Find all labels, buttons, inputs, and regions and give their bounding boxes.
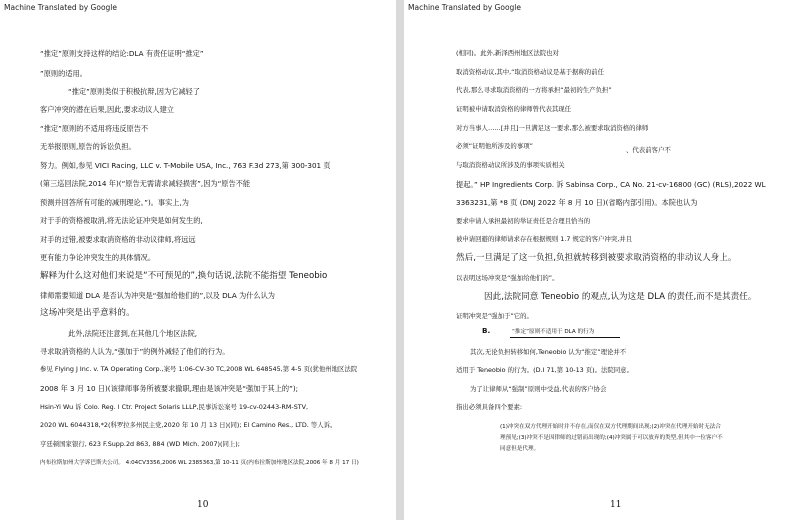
- text-line: 亨廷顿国家银行, 623 F.Supp.2d 863, 884 (WD Mich. 2007)(同上);: [40, 440, 240, 448]
- text-line: 此外,法院还注意到,在其他几个地区法院,: [68, 329, 198, 338]
- text-line: 被申请回避的律师请求存在根据规则 1.7 规定的客户冲突,并且: [456, 235, 633, 243]
- text-line: 客户冲突的潜在后果,因此,要求动议人建立: [40, 105, 174, 114]
- text-line: 以表明这场冲突是“强加给他们的”。: [456, 274, 559, 282]
- text-line: 解释为什么这对他们来说是“不可预见的”,换句话说,法院不能指望 Teneobio: [40, 271, 328, 281]
- document-page-right: [404, 0, 800, 520]
- text-line: 努力。例如,参见 VICI Racing, LLC v. T-Mobile USA, Inc., 763 F.3d 273,第 300-301 页: [40, 161, 331, 170]
- block-quote-line: 同意但是代理。: [500, 446, 540, 452]
- text-line: 适用于 Teneobio 的行为。(D.I 71,第 10-13 页)。法院同意。: [456, 366, 633, 374]
- text-line: 3363231,第 *8 页 (DNJ 2022 年 8 月 10 日)(省略内部引用)。本院也认为: [456, 198, 698, 207]
- text-line: 代表,那么寻求取消资格的一方将承担“最初的生产负担”: [456, 86, 612, 94]
- block-quote-line: 理预见;(3)冲突不是因律师的过错而出现的;(4)冲突属于可以放弃的类型,但其中一位客户不: [500, 435, 723, 441]
- text-line: 指出必须具备四个要素:: [456, 403, 523, 411]
- document-page-left: [0, 0, 396, 520]
- text-line: 内布拉斯加州大学诉巴斯夫公司。 4:04CV3356,2006 WL 2385363,第 10-11 页(内布拉斯加州地区法院,2006 年 8 月 17 日): [40, 460, 359, 466]
- machine-translation-header: Machine Translated by Google: [4, 3, 118, 12]
- text-line: “推定”原则支持这样的结论:DLA 有责任证明“推定”: [40, 49, 204, 58]
- text-line: 取消资格动议,其中,“取消资格动议是基于据称的前任: [456, 68, 604, 76]
- text-line: 对手的过错,被要求取消资格的非动议律师,将远远: [40, 235, 196, 244]
- text-line: (相同)。此外,新泽西州地区法院也对: [456, 49, 559, 57]
- text-line: 证明被申请取消资格的律师曾代表其现任: [456, 105, 572, 113]
- text-line: 提起。” HP Ingredients Corp. 诉 Sabinsa Corp., CA No. 21-cv-16800 (GC) (RLS),2022 WL: [456, 180, 766, 189]
- text-line: 对方当事人……[并且]一旦满足这一要求,那么被要求取消资格的律师: [456, 124, 649, 132]
- section-heading-underline: [510, 337, 620, 338]
- text-line: 2020 WL 6044318,*2(科罗拉多州民主党,2020 年 10 月 13 日)(同); El Camino Res., LTD. 等人诉。: [40, 421, 337, 429]
- text-line: 2008 年 3 月 10 日)(该律师事务所被要求撤职,理由是该冲突是“强加于其上的”);: [40, 384, 299, 393]
- page-number: 11: [610, 500, 622, 510]
- text-line: 必须“证明他所涉及的事项”: [456, 142, 533, 150]
- text-line: 其次,无论负担转移如何,Teneobio 认为“推定”理论并不: [470, 348, 627, 356]
- text-line: Hsin-Yi Wu 诉 Colo. Reg. l Ctr. Project Solaris LLLP,民事诉讼案号 19-cv-02443-RM-STV,: [40, 403, 309, 411]
- section-heading-title: “推定”原则不适用于 DLA 的行为: [512, 329, 595, 335]
- text-line: “推定”原则的不适用将违反原告不: [40, 124, 149, 133]
- text-line: 证明冲突是“强加于”它的。: [456, 312, 533, 320]
- machine-translation-header: Machine Translated by Google: [408, 3, 522, 12]
- text-line: 、代表前客户不: [626, 146, 671, 154]
- text-line: 对于手的资格被取消,将无法论证冲突是如何发生的,: [40, 216, 203, 225]
- text-line: 然后,一旦满足了这一负担,负担就转移到被要求取消资格的非动议人身上。: [456, 253, 737, 263]
- text-line: 律师需要知道 DLA 是否认为冲突是“强加给他们的”,以及 DLA 为什么认为: [40, 291, 275, 300]
- text-line: 预测并回答所有可能的减刑理论。”)。事实上,为: [40, 198, 189, 207]
- section-heading-label: B.: [482, 326, 491, 335]
- page-number: 10: [197, 500, 209, 510]
- text-line: 无举报原则,原告的诉讼负担。: [40, 142, 136, 151]
- text-line: 要求申请人承担最初的举证责任是合理且恰当的: [456, 217, 591, 225]
- text-line: 因此,法院同意 Teneobio 的观点,认为这是 DLA 的责任,而不是其责任。: [484, 292, 757, 302]
- text-line: 与取消资格动议所涉及的事项实质相关: [456, 161, 565, 169]
- text-line: 寻求取消资格的人认为,“强加于”的例外减轻了他们的行为。: [40, 347, 230, 356]
- text-line: 这场冲突是出乎意料的。: [40, 308, 135, 318]
- text-line: 参见 Flying J Inc. v. TA Operating Corp.,案号 1:06-CV-30 TC,2008 WL 648545,第 4-5 页(犹他州地区法院: [40, 365, 358, 373]
- block-quote-line: (1)冲突在双方代理开始时并不存在,而仅在双方代理期间出现;(2)冲突在代理开始时无法合: [500, 424, 721, 430]
- text-line: (第三巡回法院,2014 年)(“原告无需请求减轻损害”,因为“原告不能: [40, 179, 251, 188]
- text-line: 更有能力争论冲突发生的具体情况。: [40, 253, 156, 262]
- text-line: ”原则的适用。: [40, 69, 87, 78]
- text-line: 为了让律师从“强制”原则中受益,代表的客户协会: [470, 385, 607, 393]
- text-line: “推定”原则类似于积极抗辩,因为它减轻了: [68, 87, 200, 96]
